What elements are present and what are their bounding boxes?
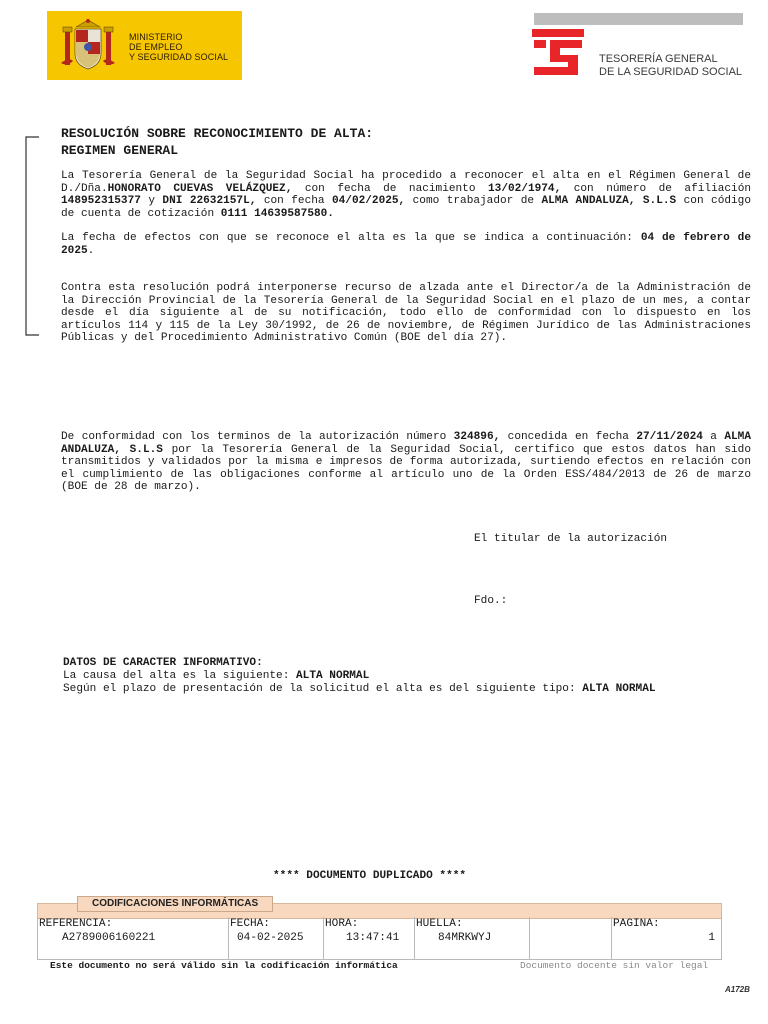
paragraph-alta	[61, 170, 751, 220]
duplicado-notice: **** DOCUMENTO DUPLICADO ****	[273, 870, 467, 882]
cell-blank	[529, 917, 612, 959]
ministerio-logo	[47, 11, 242, 80]
p1-run: como trabajador de	[405, 195, 542, 208]
p1-run: con código de cuenta de cotización	[61, 195, 751, 220]
p4-run: De conformidad con los terminos de la autorización número	[61, 431, 454, 443]
info-causa: La causa del alta es la siguiente: ALTA NORMAL	[63, 670, 370, 682]
paragraph-recurso	[61, 282, 751, 345]
cell-fecha: FECHA: 04-02-2025	[228, 917, 324, 959]
p1-run: con fecha	[256, 195, 332, 208]
p4-run: 324896,	[453, 431, 501, 443]
paragraph-autorizacion	[61, 431, 751, 494]
signature-fdo: Fdo.:	[474, 595, 508, 607]
p1-run: 0111 14639587580.	[220, 207, 334, 220]
fecha-value: 04-02-2025	[237, 932, 304, 944]
p3-run: Contra esta resolución podrá interponerse recurso de alzada ante el Director/a de la Administración de la Dirección Provincial de la Tesorería General de la Seguridad Social en el plazo de un mes, a contar desde el día siguiente al de su notificación, todo ello de conformidad con lo dispuesto en los artículos 114 y 115 de la Ley 30/1992, de 26 de noviembre, de Régimen Jurídico de las Administraciones Públicas y del Procedimiento Administrativo Común (BOE del día 27).	[61, 282, 751, 345]
huella-value: 84MRKWYJ	[438, 932, 492, 944]
p1-run: con fecha de nacimiento	[292, 182, 488, 195]
referencia-value: A2789006160221	[62, 932, 156, 944]
margin-bracket	[21, 136, 39, 336]
cell-referencia: REFERENCIA: A2789006160221	[39, 918, 156, 944]
hora-value: 13:47:41	[346, 932, 400, 944]
codificaciones-box	[37, 900, 720, 960]
page-subtitle: REGIMEN GENERAL	[61, 143, 179, 158]
paragraph-fecha-efectos	[61, 232, 751, 257]
p1-run: HONORATO CUEVAS VELÁZQUEZ,	[107, 182, 293, 195]
page-title: RESOLUCIÓN SOBRE RECONOCIMIENTO DE ALTA:	[61, 126, 374, 141]
p4-run: 27/11/2024	[636, 431, 703, 443]
header-gray-bar	[534, 13, 743, 25]
tgss-logo-icon	[532, 29, 584, 75]
p2-run: 04 de febrero de 2025	[61, 232, 751, 257]
p4-run: ALMA ANDALUZA, S.L.S	[61, 431, 751, 456]
p1-run: DNI 22632157L,	[162, 195, 257, 208]
p4-run: por la Tesorería General de la Seguridad Social, certifico que estos datos han sido transmitidos y validados por la misma e impresos de forma autorizada, surtiendo efectos en relación con el cumplimiento de las obligaciones conforme al artículo uno de la Orden ESS/484/2013 de 26 de marzo (BOE de 28 de marzo).	[61, 443, 751, 494]
cell-hora: HORA: 13:47:41	[323, 917, 415, 959]
p1-run: con número de afiliación	[561, 182, 752, 195]
ministerio-name: MINISTERIO DE EMPLEO Y SEGURIDAD SOCIAL	[129, 32, 229, 62]
info-heading: DATOS DE CARACTER INFORMATIVO:	[63, 657, 263, 669]
p1-run: 148952315377	[61, 195, 141, 208]
cell-pagina: PAGINA: 1	[611, 917, 721, 959]
validity-warning: Este documento no será válido sin la codificación informática	[50, 960, 398, 971]
p1-run: La Tesorería General de la Seguridad Social ha procedido a reconocer el alta en el Régimen General de D./Dña.	[61, 170, 751, 195]
signature-titular: El titular de la autorización	[474, 533, 668, 545]
info-tipo: Según el plazo de presentación de la solicitud el alta es del siguiente tipo: ALTA NORMAL	[63, 683, 656, 695]
p2-run: La fecha de efectos con que se reconoce el alta es la que se indica a continuación:	[61, 232, 641, 244]
docente-notice: Documento docente sin valor legal	[520, 960, 709, 971]
p4-run: a	[702, 431, 725, 443]
tgss-name: TESORERÍA GENERAL DE LA SEGURIDAD SOCIAL	[599, 53, 743, 78]
codificaciones-label: CODIFICACIONES INFORMÁTICAS	[77, 896, 273, 912]
codificaciones-table	[37, 917, 722, 960]
p1-run: y	[140, 195, 163, 208]
coat-of-arms-icon	[59, 17, 117, 75]
p2-run: .	[87, 244, 95, 257]
cell-huella: HUELLA: 84MRKWYJ	[414, 917, 530, 959]
p1-run: ALMA ANDALUZA, S.L.S	[541, 195, 677, 208]
p4-run: concedida en fecha	[500, 431, 637, 443]
form-code: A172B	[725, 985, 750, 994]
p1-run: 13/02/1974,	[488, 182, 562, 195]
p1-run: 04/02/2025,	[331, 195, 406, 208]
pagina-value: 1	[708, 932, 715, 944]
